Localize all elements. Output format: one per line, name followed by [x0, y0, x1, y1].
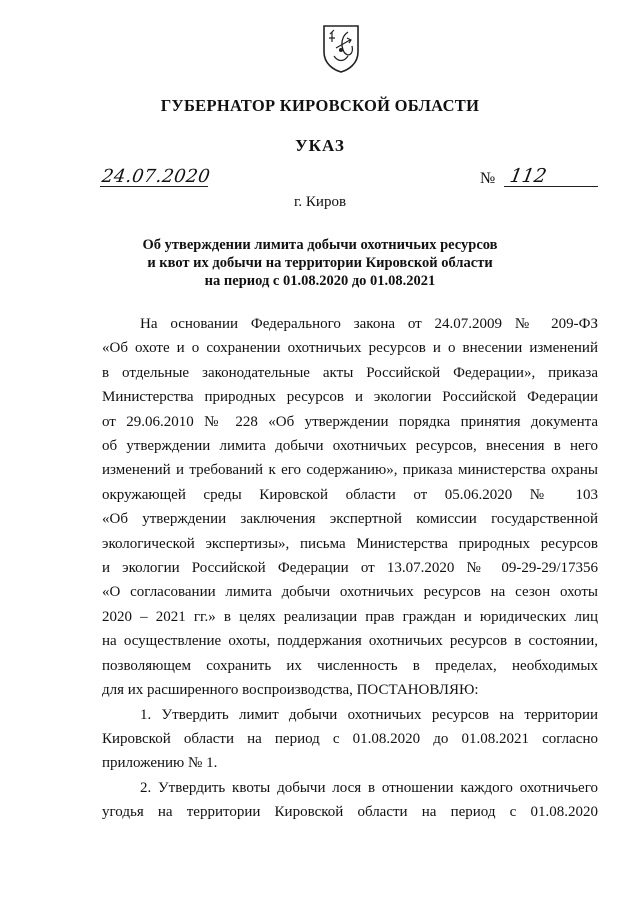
handwritten-number: 112	[508, 165, 549, 187]
body-line: позволяющем сохранить их численность в пределах, необходимых	[102, 657, 598, 674]
document-type: УКАЗ	[295, 136, 345, 155]
body-line: 2. Утвердить квоты добычи лося в отношении каждого охотничьего	[140, 779, 598, 796]
body-line: угодья на территории Кировской области на период с 01.08.2020	[102, 804, 598, 821]
handwritten-date: 24.07.2020	[100, 166, 212, 187]
body-line: «Об утверждении заключения экспертной комиссии государственной	[102, 511, 598, 528]
body-line: Министерства природных ресурсов и экологии Российской Федерации	[102, 389, 598, 406]
issuer-title: ГУБЕРНАТОР КИРОВСКОЙ ОБЛАСТИ	[160, 96, 480, 115]
number-label: №	[480, 170, 496, 187]
city: г. Киров	[293, 194, 347, 210]
kirov-coat-of-arms-icon	[320, 22, 362, 74]
body-line: изменений и требований к его содержанию», приказа министерства охраны	[102, 462, 598, 479]
body-line: На основании Федерального закона от 24.07.2009 № 209-ФЗ	[140, 316, 598, 332]
document-subject	[0, 236, 640, 290]
body-line: «Об охоте и о сохранении охотничьих ресурсов и о внесении изменений	[102, 340, 598, 357]
subject-line: на период с 01.08.2020 до 01.08.2021	[204, 273, 436, 289]
document-body	[102, 312, 598, 825]
body-line: об утверждении лимита добычи охотничьих ресурсов, внесения в него	[102, 438, 598, 455]
number-underline	[504, 186, 598, 187]
body-line: для их расширенного воспроизводства, ПОСТАНОВЛЯЮ:	[102, 682, 479, 699]
subject-line: и квот их добычи на территории Кировской области	[147, 255, 493, 271]
body-line: окружающей среды Кировской области от 05.06.2020 № 103	[102, 486, 598, 503]
body-line: 1. Утвердить лимит добычи охотничьих ресурсов на территории	[140, 706, 598, 723]
body-line: «О согласовании лимита добычи охотничьих ресурсов на сезон охоты	[102, 584, 598, 601]
body-line: 2020 – 2021 гг.» в целях реализации прав граждан и юридических лиц	[102, 608, 598, 625]
body-line: на осуществление охоты, поддержания охотничьих ресурсов в состоянии,	[102, 633, 598, 650]
body-line: Кировской области на период с 01.08.2020 до 01.08.2021 согласно	[102, 730, 598, 747]
subject-line: Об утверждении лимита добычи охотничьих ресурсов	[142, 237, 498, 253]
body-line: и экологии Российской Федерации от 13.07.2020 № 09-29-29/17356	[102, 560, 598, 577]
body-line: экологической экспертизы», письма Министерства природных ресурсов	[102, 535, 598, 552]
body-line: от 29.06.2010 № 228 «Об утверждении порядка принятия документа	[102, 413, 598, 430]
body-line: в отдельные законодательные акты Российской Федерации», приказа	[102, 364, 598, 381]
body-line: приложению № 1.	[102, 755, 218, 772]
date-underline	[100, 186, 208, 187]
